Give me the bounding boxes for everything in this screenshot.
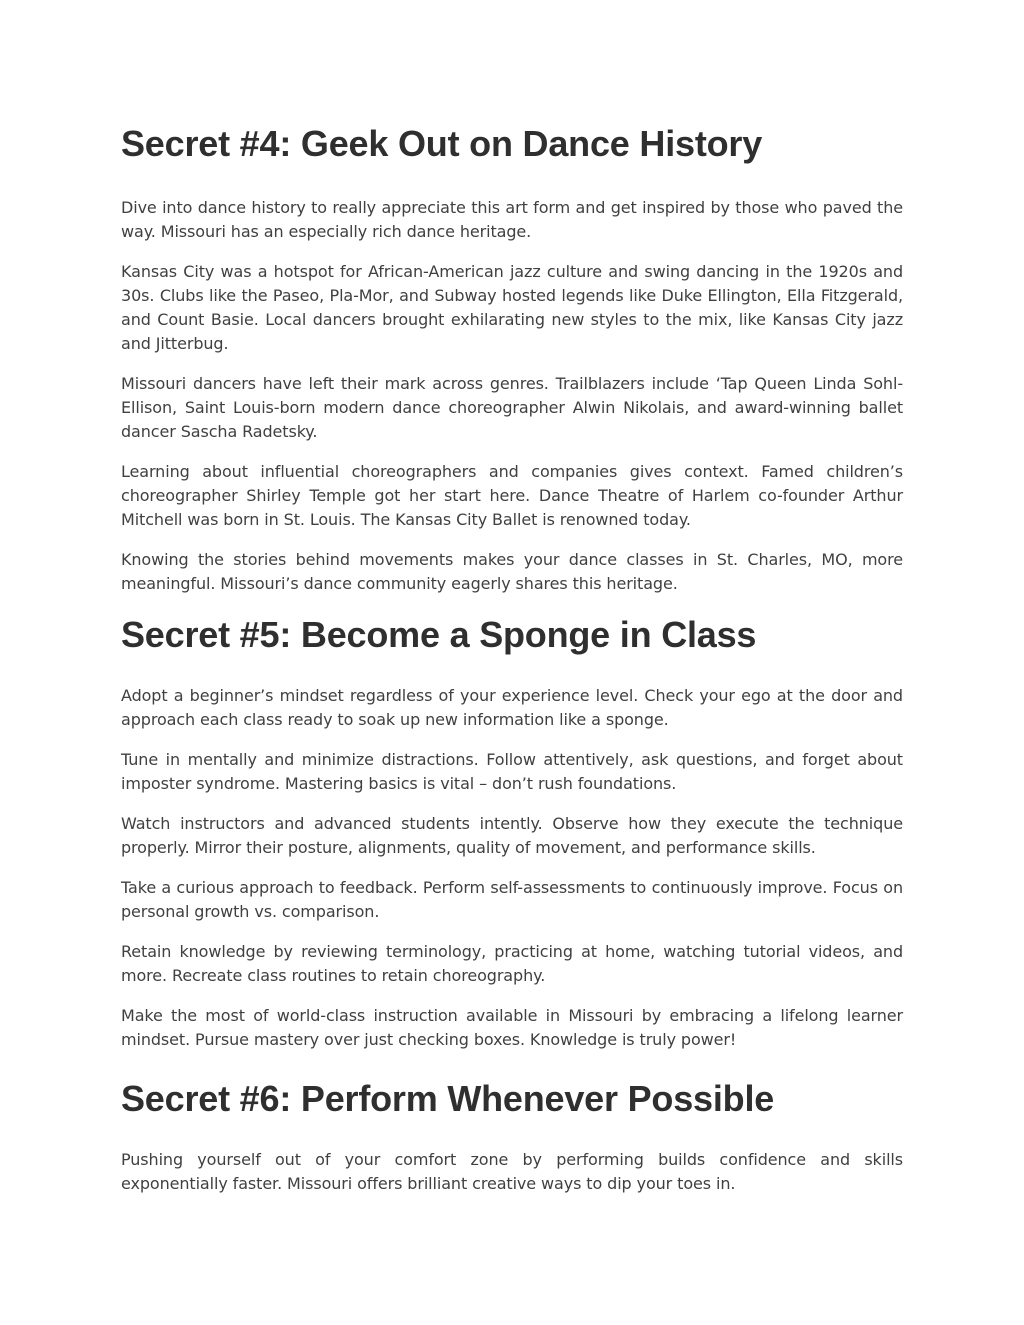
paragraph: Kansas City was a hotspot for African-American jazz culture and swing dancing in the 1920s and 30s. Clubs like the Paseo, Pla-Mor, and Subway hosted legends like Duke Ellington, Ella Fitzgerald, and Count Basie. Local dancers brought exhilarating new styles to the mix, like Kansas City jazz and Jitterbug. [121,262,903,353]
section-secret-6 [121,1077,903,1196]
paragraph: Adopt a beginner’s mindset regardless of your experience level. Check your ego at the door and approach each class ready to soak up new information like a sponge. [121,686,903,729]
paragraph: Pushing yourself out of your comfort zone by performing builds confidence and skills exponentially faster. Missouri offers brilliant creative ways to dip your toes in. [121,1150,903,1193]
paragraph: Missouri dancers have left their mark across genres. Trailblazers include ‘Tap Queen Linda Sohl-Ellison, Saint Louis-born modern dance choreographer Alwin Nikolais, and award-winning ballet dancer Sascha Radetsky. [121,374,903,441]
section-title: Secret #5: Become a Sponge in Class [121,614,757,655]
paragraph: Take a curious approach to feedback. Perform self-assessments to continuously improve. Focus on personal growth vs. comparison. [121,878,903,921]
paragraph: Make the most of world-class instruction available in Missouri by embracing a lifelong learner mindset. Pursue mastery over just checking boxes. Knowledge is truly power! [121,1006,903,1049]
paragraph: Learning about influential choreographers and companies gives context. Famed children’s choreographer Shirley Temple got her start here. Dance Theatre of Harlem co-founder Arthur Mitchell was born in St. Louis. The Kansas City Ballet is renowned today. [121,462,903,529]
paragraph: Knowing the stories behind movements makes your dance classes in St. Charles, MO, more meaningful. Missouri’s dance community eagerly shares this heritage. [121,550,903,593]
section-secret-4 [121,122,903,596]
paragraph: Tune in mentally and minimize distractions. Follow attentively, ask questions, and forget about imposter syndrome. Mastering basics is vital – don’t rush foundations. [121,750,903,793]
paragraph: Retain knowledge by reviewing terminology, practicing at home, watching tutorial videos, and more. Recreate class routines to retain choreography. [121,942,903,985]
paragraph: Dive into dance history to really appreciate this art form and get inspired by those who paved the way. Missouri has an especially rich dance heritage. [121,198,903,241]
section-title: Secret #6: Perform Whenever Possible [121,1078,775,1119]
section-title: Secret #4: Geek Out on Dance History [121,123,763,164]
section-secret-5 [121,613,903,1052]
paragraph: Watch instructors and advanced students intently. Observe how they execute the technique properly. Mirror their posture, alignments, quality of movement, and performance skills. [121,814,903,857]
